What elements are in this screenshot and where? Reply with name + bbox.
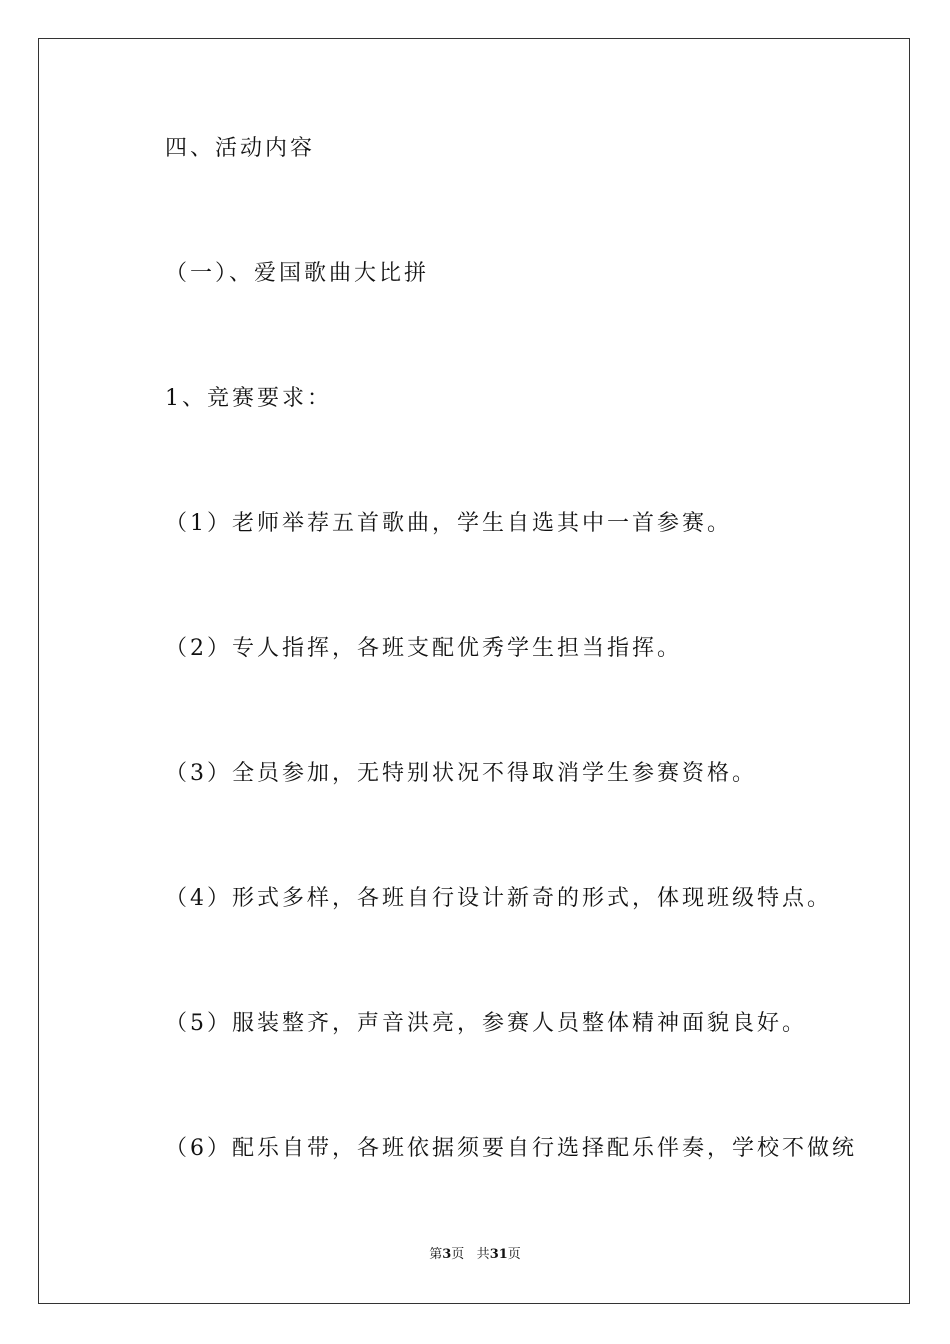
footer-total-pages: 31 [489, 1247, 508, 1262]
requirement-item-2: （2）专人指挥，各班支配优秀学生担当指挥。 [165, 636, 682, 661]
footer-prefix: 第 [429, 1247, 443, 1262]
page-footer [0, 1246, 950, 1264]
requirement-item-5: （5）服装整齐，声音洪亮，参赛人员整体精神面貌良好。 [165, 1011, 807, 1036]
requirement-item-3: （3）全员参加，无特别状况不得取消学生参赛资格。 [165, 761, 757, 786]
footer-separator [464, 1247, 476, 1262]
footer-total-prefix: 共 [476, 1247, 490, 1262]
requirement-item-1: （1）老师举荐五首歌曲，学生自选其中一首参赛。 [165, 511, 732, 536]
subsection-heading: （一）、爱国歌曲大比拼 [165, 261, 430, 286]
footer-total-unit: 页 [507, 1247, 521, 1262]
section-heading: 四、活动内容 [165, 136, 316, 161]
page-border [38, 38, 910, 1304]
requirement-item-6: （6）配乐自带，各班依据须要自行选择配乐伴奏，学校不做统 [165, 1136, 857, 1161]
footer-page-unit: 页 [451, 1247, 465, 1262]
requirement-item-4: （4）形式多样，各班自行设计新奇的形式，体现班级特点。 [165, 886, 832, 911]
footer-page-number: 3 [442, 1247, 452, 1262]
requirements-heading: 1、竞赛要求： [165, 386, 332, 411]
